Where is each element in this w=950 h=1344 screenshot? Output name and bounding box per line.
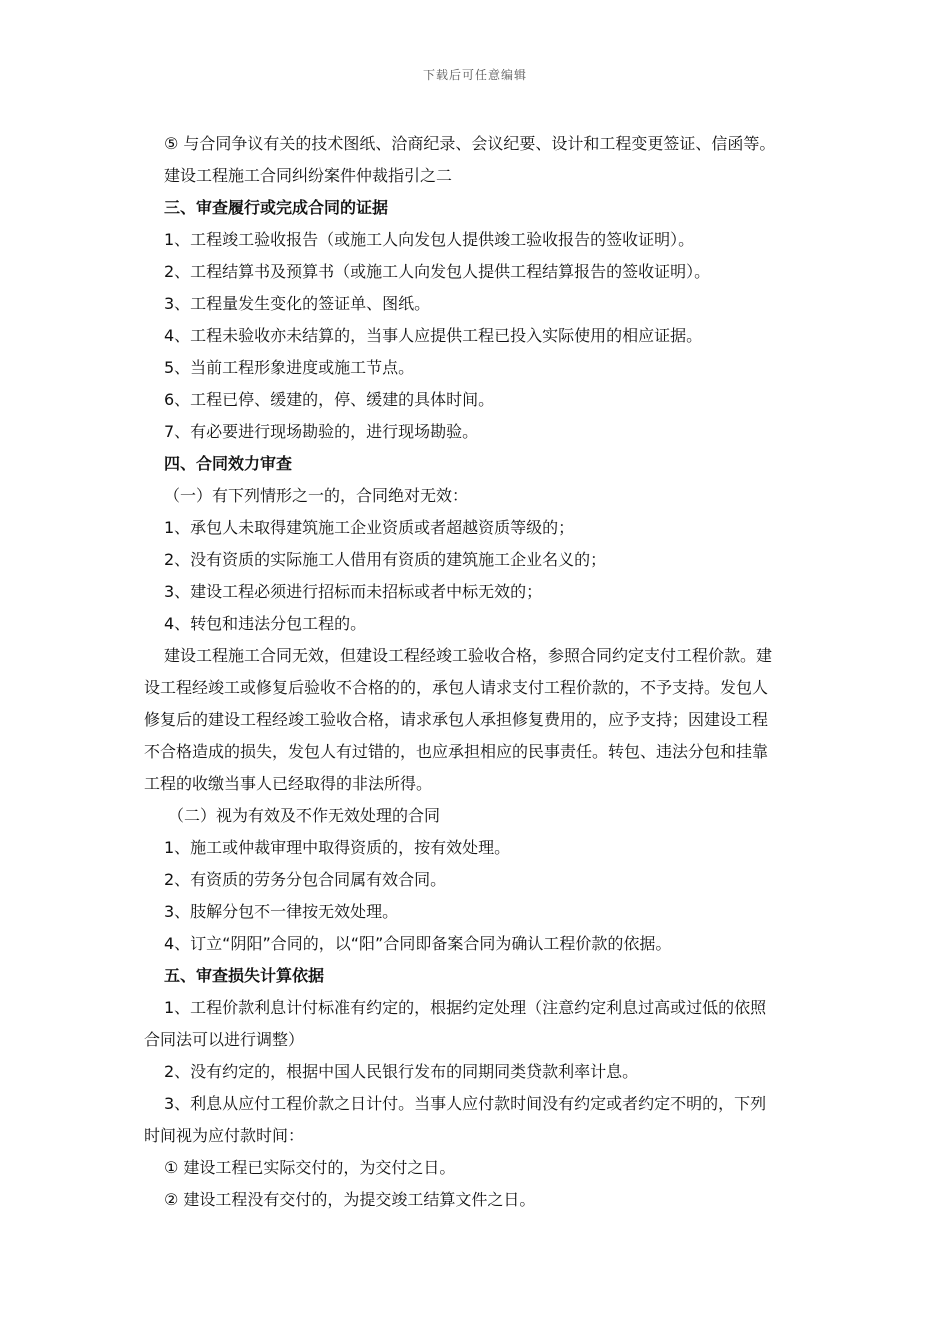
valid-item-3: 3、肢解分包不一律按无效处理。 [164,902,399,921]
evidence-item-1: 1、工程竣工验收报告（或施工人向发包人提供竣工验收报告的签收证明）。 [164,230,695,249]
section-heading-5: 五、审查损失计算依据 [164,966,325,985]
interest-item-2: 2、没有约定的，根据中国人民银行发布的同期同类贷款利率计息。 [164,1062,639,1081]
paragraph-line: 建设工程施工合同无效，但建设工程经竣工验收合格，参照合同约定支付工程价款。建 [164,646,773,665]
section-heading-4: 四、合同效力审查 [164,454,293,473]
evidence-item-6: 6、工程已停、缓建的，停、缓建的具体时间。 [164,390,495,409]
invalid-item-4: 4、转包和违法分包工程的。 [164,614,367,633]
paragraph-interest-3 [144,1088,809,1152]
line-2: 建设工程施工合同纠纷案件仲裁指引之二 [164,166,453,185]
evidence-item-4: 4、工程未验收亦未结算的，当事人应提供工程已投入实际使用的相应证据。 [164,326,703,345]
paragraph-interest-1 [144,992,809,1056]
evidence-item-3: 3、工程量发生变化的签证单、图纸。 [164,294,431,313]
page-header-note: 下载后可任意编辑 [422,68,527,82]
evidence-item-5: 5、当前工程形象进度或施工节点。 [164,358,415,377]
valid-item-2: 2、有资质的劳务分包合同属有效合同。 [164,870,447,889]
paragraph-invalid-consequence [144,640,809,800]
paragraph-line: 1、工程价款利息计付标准有约定的，根据约定处理（注意约定利息过高或过低的依照 [164,998,767,1017]
payment-time-item-2: ② 建设工程没有交付的，为提交竣工结算文件之日。 [164,1190,536,1209]
subsection-invalid: （一）有下列情形之一的，合同绝对无效： [164,486,469,505]
paragraph-line: 修复后的建设工程经竣工验收合格，请求承包人承担修复费用的，应予支持；因建设工程 [144,710,769,729]
paragraph-line: 合同法可以进行调整） [144,1030,305,1049]
invalid-item-3: 3、建设工程必须进行招标而未招标或者中标无效的； [164,582,543,601]
section-heading-3: 三、审查履行或完成合同的证据 [164,198,389,217]
evidence-item-7: 7、有必要进行现场勘验的，进行现场勘验。 [164,422,479,441]
valid-item-1: 1、施工或仲裁审理中取得资质的，按有效处理。 [164,838,511,857]
valid-item-4: 4、订立“阴阳”合同的，以“阳”合同即备案合同为确认工程价款的依据。 [164,934,672,953]
invalid-item-1: 1、承包人未取得建筑施工企业资质或者超越资质等级的； [164,518,575,537]
document-body [144,128,809,1216]
paragraph-line: 时间视为应付款时间： [144,1126,305,1145]
line-1: ⑤ 与合同争议有关的技术图纸、洽商纪录、会议纪要、设计和工程变更签证、信函等。 [164,134,776,153]
paragraph-line: 工程的收缴当事人已经取得的非法所得。 [144,774,433,793]
payment-time-item-1: ① 建设工程已实际交付的，为交付之日。 [164,1158,456,1177]
subsection-valid: （二）视为有效及不作无效处理的合同 [168,806,441,825]
paragraph-line: 不合格造成的损失，发包人有过错的，也应承担相应的民事责任。转包、违法分包和挂靠 [144,742,769,761]
paragraph-line: 设工程经竣工或修复后验收不合格的的，承包人请求支付工程价款的，不予支持。发包人 [144,678,769,697]
invalid-item-2: 2、没有资质的实际施工人借用有资质的建筑施工企业名义的； [164,550,607,569]
paragraph-line: 3、利息从应付工程价款之日计付。当事人应付款时间没有约定或者约定不明的，下列 [164,1094,767,1113]
evidence-item-2: 2、工程结算书及预算书（或施工人向发包人提供工程结算报告的签收证明）。 [164,262,711,281]
